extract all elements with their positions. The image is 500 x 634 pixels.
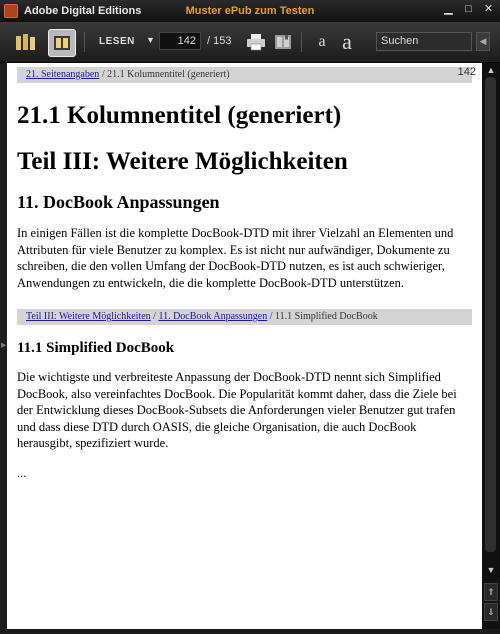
breadcrumb-link-seitenangaben[interactable]: 21. Seitenangaben <box>26 69 100 80</box>
breadcrumb-2 <box>17 309 472 325</box>
bookmark-button[interactable] <box>270 29 296 55</box>
breadcrumb-link-teil-iii[interactable]: Teil III: Weitere Möglichkeiten <box>26 311 151 322</box>
scrollbar-thumb[interactable] <box>485 77 496 552</box>
search-go-button[interactable]: ◀ <box>476 32 490 51</box>
view-mode-label[interactable]: LESEN <box>99 36 135 47</box>
heading-teil-iii: Teil III: Weitere Möglichkeiten <box>17 148 348 175</box>
maximize-button[interactable]: □ <box>465 3 472 15</box>
page-number-input[interactable]: 142 <box>159 32 201 50</box>
breadcrumb-current: / 11.1 Simplified DocBook <box>267 311 378 322</box>
page-number-label: 142 <box>457 66 476 78</box>
toolbar <box>0 22 500 63</box>
heading-kolumnentitel: 21.1 Kolumnentitel (generiert) <box>17 102 342 129</box>
bookmark-icon <box>273 33 293 51</box>
increase-font-button[interactable]: a <box>342 29 352 54</box>
library-view-button[interactable] <box>13 29 39 55</box>
app-title: Adobe Digital Editions <box>24 5 142 17</box>
printer-icon <box>246 33 266 51</box>
toolbar-separator <box>84 32 85 52</box>
reading-pane <box>7 63 482 629</box>
breadcrumb-current: / 21.1 Kolumnentitel (generiert) <box>99 69 230 80</box>
search-input[interactable]: Suchen <box>376 32 472 51</box>
breadcrumb <box>17 67 472 83</box>
reading-view-button[interactable] <box>48 29 76 57</box>
paragraph-ellipsis: ... <box>17 465 27 480</box>
sidebar-toggle[interactable] <box>0 63 7 629</box>
close-button[interactable]: ✕ <box>483 3 494 15</box>
document-title: Muster ePub zum Testen <box>185 5 315 17</box>
book-icon <box>53 34 71 52</box>
breadcrumb-separator: / <box>150 311 159 322</box>
scroll-up-arrow[interactable]: ▲ <box>486 65 496 75</box>
app-icon <box>4 4 18 18</box>
heading-simplified-docbook: 11.1 Simplified DocBook <box>17 340 175 356</box>
next-page-button[interactable]: ⇓ <box>484 603 498 621</box>
breadcrumb-link-docbook-anpassungen[interactable]: 11. DocBook Anpassungen <box>158 311 268 322</box>
heading-docbook-anpassungen: 11. DocBook Anpassungen <box>17 192 220 212</box>
toolbar-separator <box>301 32 302 52</box>
scroll-down-arrow[interactable]: ▼ <box>486 565 496 575</box>
paragraph-simplified: Die wichtigste und verbreiteste Anpassung der DocBook-DTD nennt sich Simplified DocBook, also vereinfachtes DocBook. Die Popularität kommt daher, dass die Ziele bei der Entwicklung dieses DocBook-Subsets die Anforderungen vieler Benutzer gut trafen und dass diese DTD durch OASIS, die gleiche Organisation, die auch DocBook herausgibt, spezifiziert wurde. <box>17 370 457 450</box>
decrease-font-button[interactable]: a <box>318 33 326 50</box>
title-bar <box>0 0 500 22</box>
previous-page-button[interactable]: ⇑ <box>484 583 498 601</box>
chevron-right-icon[interactable]: ▶ <box>1 342 7 349</box>
paragraph-intro: In einigen Fällen ist die komplette DocBook-DTD mit ihrer Vielzahl an Elementen und Attributen für viele Benutzer zu komplex. Es ist nicht nur aufwändiger, Dokumente zu schreiben, die den vollen Umfang der DocBook-DTD nutzen, es ist auch schwieriger, Anwendungen zu entwickeln, die die komplette DocBook-DTD unterstützen. <box>17 226 454 290</box>
minimize-button[interactable]: ▁ <box>444 3 453 15</box>
page-total: / 153 <box>207 35 232 47</box>
vertical-scrollbar[interactable] <box>482 63 500 629</box>
chevron-down-icon[interactable]: ▼ <box>146 35 155 45</box>
library-icon <box>15 33 37 51</box>
print-button[interactable] <box>243 29 269 55</box>
